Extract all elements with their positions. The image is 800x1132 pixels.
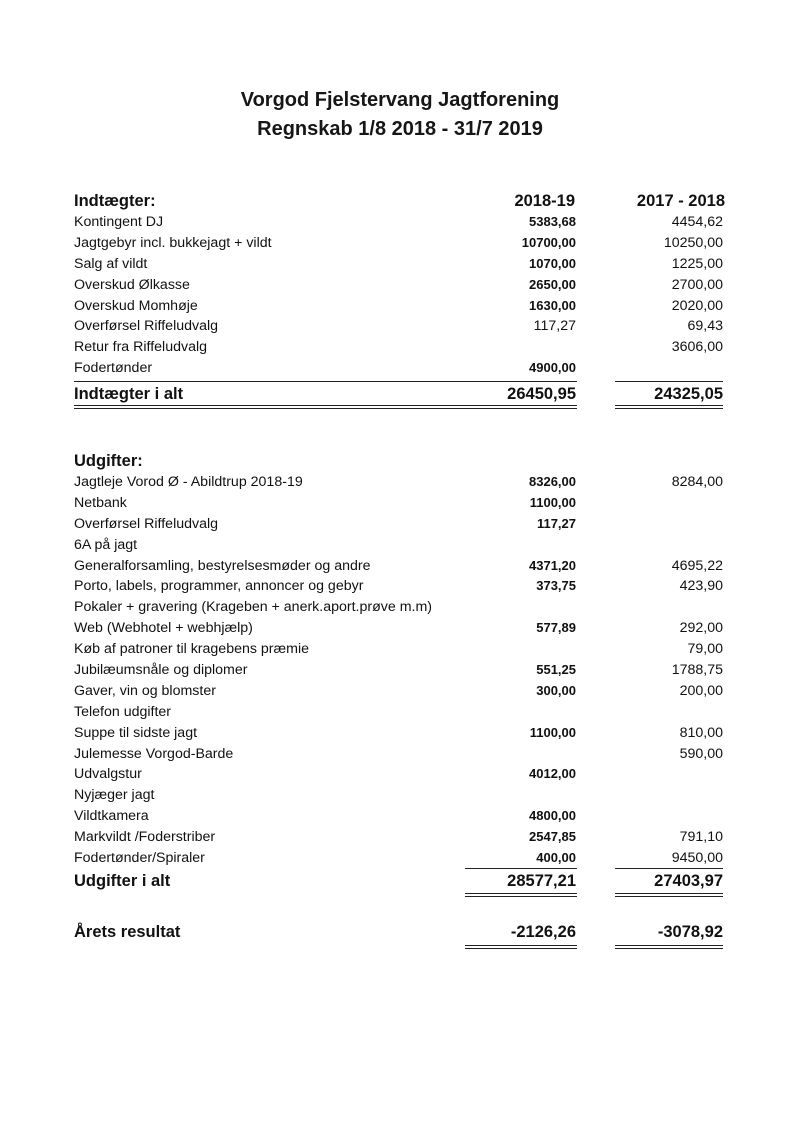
document-title bbox=[0, 86, 800, 144]
income-total-row bbox=[0, 382, 800, 406]
expense-row bbox=[0, 618, 800, 639]
row-label: Jagtleje Vorod Ø - Abildtrup 2018-19 bbox=[74, 474, 303, 490]
row-value-2017-2018: 69,43 bbox=[687, 318, 723, 335]
row-label: Vildtkamera bbox=[74, 808, 149, 825]
income-section bbox=[0, 190, 800, 379]
income-total-double-line-1 bbox=[74, 405, 577, 409]
row-value-2017-2018: 10250,00 bbox=[663, 234, 723, 251]
expense-row bbox=[0, 764, 800, 785]
row-value-2018-19: 373,75 bbox=[536, 578, 576, 594]
row-value-2017-2018: 79,00 bbox=[687, 641, 723, 658]
row-value-2017-2018: 810,00 bbox=[679, 724, 723, 741]
income-total-label: Indtægter i alt bbox=[74, 385, 184, 403]
income-row bbox=[0, 316, 800, 337]
row-value-2017-2018: 4454,62 bbox=[671, 214, 723, 230]
income-total-2018-19: 26450,95 bbox=[507, 385, 576, 403]
row-value-2018-19: 117,27 bbox=[536, 515, 576, 531]
row-label: Overskud Ølkasse bbox=[74, 276, 190, 293]
row-value-2017-2018: 3606,00 bbox=[671, 339, 723, 356]
row-value-2017-2018: 8284,00 bbox=[671, 474, 723, 490]
row-value-2018-19: 1100,00 bbox=[529, 724, 576, 740]
result-double-line-2 bbox=[615, 945, 723, 949]
row-label: Netbank bbox=[74, 494, 127, 511]
income-total-2017-2018: 24325,05 bbox=[654, 385, 723, 403]
expense-row bbox=[0, 639, 800, 660]
income-header bbox=[0, 190, 800, 212]
expense-row bbox=[0, 848, 800, 869]
result-row bbox=[0, 920, 800, 944]
row-label: Fodertønder bbox=[74, 360, 153, 377]
title-line-1: Vorgod Fjelstervang Jagtforening bbox=[240, 89, 560, 111]
row-label: Fodertønder/Spiraler bbox=[74, 850, 205, 867]
expense-row bbox=[0, 660, 800, 681]
row-label: Jagtgebyr incl. bukkejagt + vildt bbox=[74, 234, 272, 251]
column-header-2017-2018: 2017 - 2018 bbox=[636, 192, 725, 210]
row-value-2018-19: 8326,00 bbox=[529, 474, 576, 489]
expense-row bbox=[0, 472, 800, 493]
row-value-2017-2018: 4695,22 bbox=[671, 557, 723, 574]
row-value-2017-2018: 2700,00 bbox=[671, 276, 723, 293]
income-total-section bbox=[0, 382, 800, 406]
row-label: Køb af patroner til kragebens præmie bbox=[74, 641, 309, 658]
row-value-2018-19: 4800,00 bbox=[529, 808, 576, 824]
expenses-total-2018-19: 28577,21 bbox=[507, 872, 576, 890]
result-double-line-1 bbox=[465, 945, 577, 949]
row-value-2017-2018: 2020,00 bbox=[671, 297, 723, 314]
row-value-2017-2018: 590,00 bbox=[679, 745, 723, 762]
expense-row bbox=[0, 702, 800, 723]
income-row bbox=[0, 337, 800, 358]
title-line-2: Regnskab 1/8 2018 - 31/7 2019 bbox=[257, 118, 543, 140]
expense-row bbox=[0, 597, 800, 618]
row-label: Suppe til sidste jagt bbox=[74, 724, 198, 741]
row-label: 6A på jagt bbox=[74, 536, 138, 553]
row-value-2018-19: 4012,00 bbox=[529, 766, 576, 782]
row-value-2018-19: 1100,00 bbox=[529, 494, 576, 510]
expenses-total-row bbox=[0, 869, 800, 893]
expense-row bbox=[0, 535, 800, 556]
expenses-section bbox=[0, 450, 800, 869]
income-rows bbox=[0, 212, 800, 379]
expenses-header bbox=[0, 450, 800, 472]
expenses-total-double-line-2 bbox=[615, 893, 723, 897]
row-value-2018-19: 400,00 bbox=[536, 850, 576, 866]
expenses-heading: Udgifter: bbox=[74, 452, 143, 470]
row-label: Gaver, vin og blomster bbox=[74, 682, 216, 699]
row-label: Web (Webhotel + webhjælp) bbox=[74, 620, 253, 637]
expenses-total-2017-2018: 27403,97 bbox=[654, 872, 723, 890]
income-row bbox=[0, 358, 800, 379]
row-value-2018-19: 2650,00 bbox=[529, 276, 576, 292]
expenses-total-section bbox=[0, 869, 800, 893]
row-label: Generalforsamling, bestyrelsesmøder og andre bbox=[74, 557, 371, 574]
row-label: Markvildt /Foderstriber bbox=[74, 829, 216, 846]
row-value-2017-2018: 1788,75 bbox=[671, 662, 723, 679]
row-value-2018-19: 5383,68 bbox=[529, 214, 576, 229]
row-value-2018-19: 2547,85 bbox=[529, 829, 576, 845]
row-value-2017-2018: 1225,00 bbox=[671, 255, 723, 272]
expense-row bbox=[0, 681, 800, 702]
expense-row bbox=[0, 514, 800, 535]
income-heading: Indtægter: bbox=[74, 192, 156, 210]
expense-row bbox=[0, 744, 800, 765]
income-row bbox=[0, 296, 800, 317]
row-value-2017-2018: 791,10 bbox=[679, 829, 723, 846]
row-label: Overførsel Riffeludvalg bbox=[74, 318, 219, 335]
row-value-2017-2018: 292,00 bbox=[679, 620, 723, 637]
income-row bbox=[0, 275, 800, 296]
row-label: Nyjæger jagt bbox=[74, 787, 155, 804]
result-label: Årets resultat bbox=[74, 923, 181, 941]
row-label: Julemesse Vorgod-Barde bbox=[74, 745, 234, 762]
expense-rows bbox=[0, 472, 800, 869]
row-value-2018-19: 1630,00 bbox=[529, 297, 576, 313]
row-label: Overskud Momhøje bbox=[74, 297, 198, 314]
row-label: Porto, labels, programmer, annoncer og gebyr bbox=[74, 578, 364, 595]
expense-row bbox=[0, 723, 800, 744]
income-total-double-line-2 bbox=[615, 405, 723, 409]
expense-row bbox=[0, 556, 800, 577]
result-2017-2018: -3078,92 bbox=[657, 923, 723, 941]
row-label: Kontingent DJ bbox=[74, 214, 164, 230]
row-value-2018-19: 577,89 bbox=[536, 620, 576, 636]
row-value-2017-2018: 200,00 bbox=[679, 682, 723, 699]
expenses-total-label: Udgifter i alt bbox=[74, 872, 171, 890]
expense-row bbox=[0, 493, 800, 514]
row-label: Overførsel Riffeludvalg bbox=[74, 515, 219, 532]
expense-row bbox=[0, 806, 800, 827]
result-section bbox=[0, 920, 800, 944]
row-value-2018-19: 4900,00 bbox=[529, 360, 576, 376]
row-label: Telefon udgifter bbox=[74, 703, 172, 720]
income-row bbox=[0, 233, 800, 254]
row-value-2018-19: 10700,00 bbox=[521, 234, 576, 250]
row-value-2017-2018: 423,90 bbox=[679, 578, 723, 595]
row-value-2018-19: 551,25 bbox=[536, 662, 576, 678]
expense-row bbox=[0, 785, 800, 806]
expense-row bbox=[0, 576, 800, 597]
income-row bbox=[0, 212, 800, 233]
row-label: Salg af vildt bbox=[74, 255, 148, 272]
result-2018-19: -2126,26 bbox=[510, 923, 576, 941]
row-value-2018-19: 1070,00 bbox=[529, 255, 576, 271]
row-label: Retur fra Riffeludvalg bbox=[74, 339, 208, 356]
row-label: Pokaler + gravering (Krageben + anerk.aport.prøve m.m) bbox=[74, 599, 433, 616]
expenses-total-double-line-1 bbox=[465, 893, 577, 897]
row-value-2018-19: 300,00 bbox=[536, 682, 576, 698]
income-row bbox=[0, 254, 800, 275]
row-label: Jubilæumsnåle og diplomer bbox=[74, 662, 248, 679]
row-value-2018-19: 117,27 bbox=[533, 318, 576, 335]
row-value-2018-19: 4371,20 bbox=[529, 557, 576, 573]
column-header-2018-19: 2018-19 bbox=[514, 192, 575, 210]
row-value-2017-2018: 9450,00 bbox=[671, 850, 723, 867]
row-label: Udvalgstur bbox=[74, 766, 142, 783]
expense-row bbox=[0, 827, 800, 848]
